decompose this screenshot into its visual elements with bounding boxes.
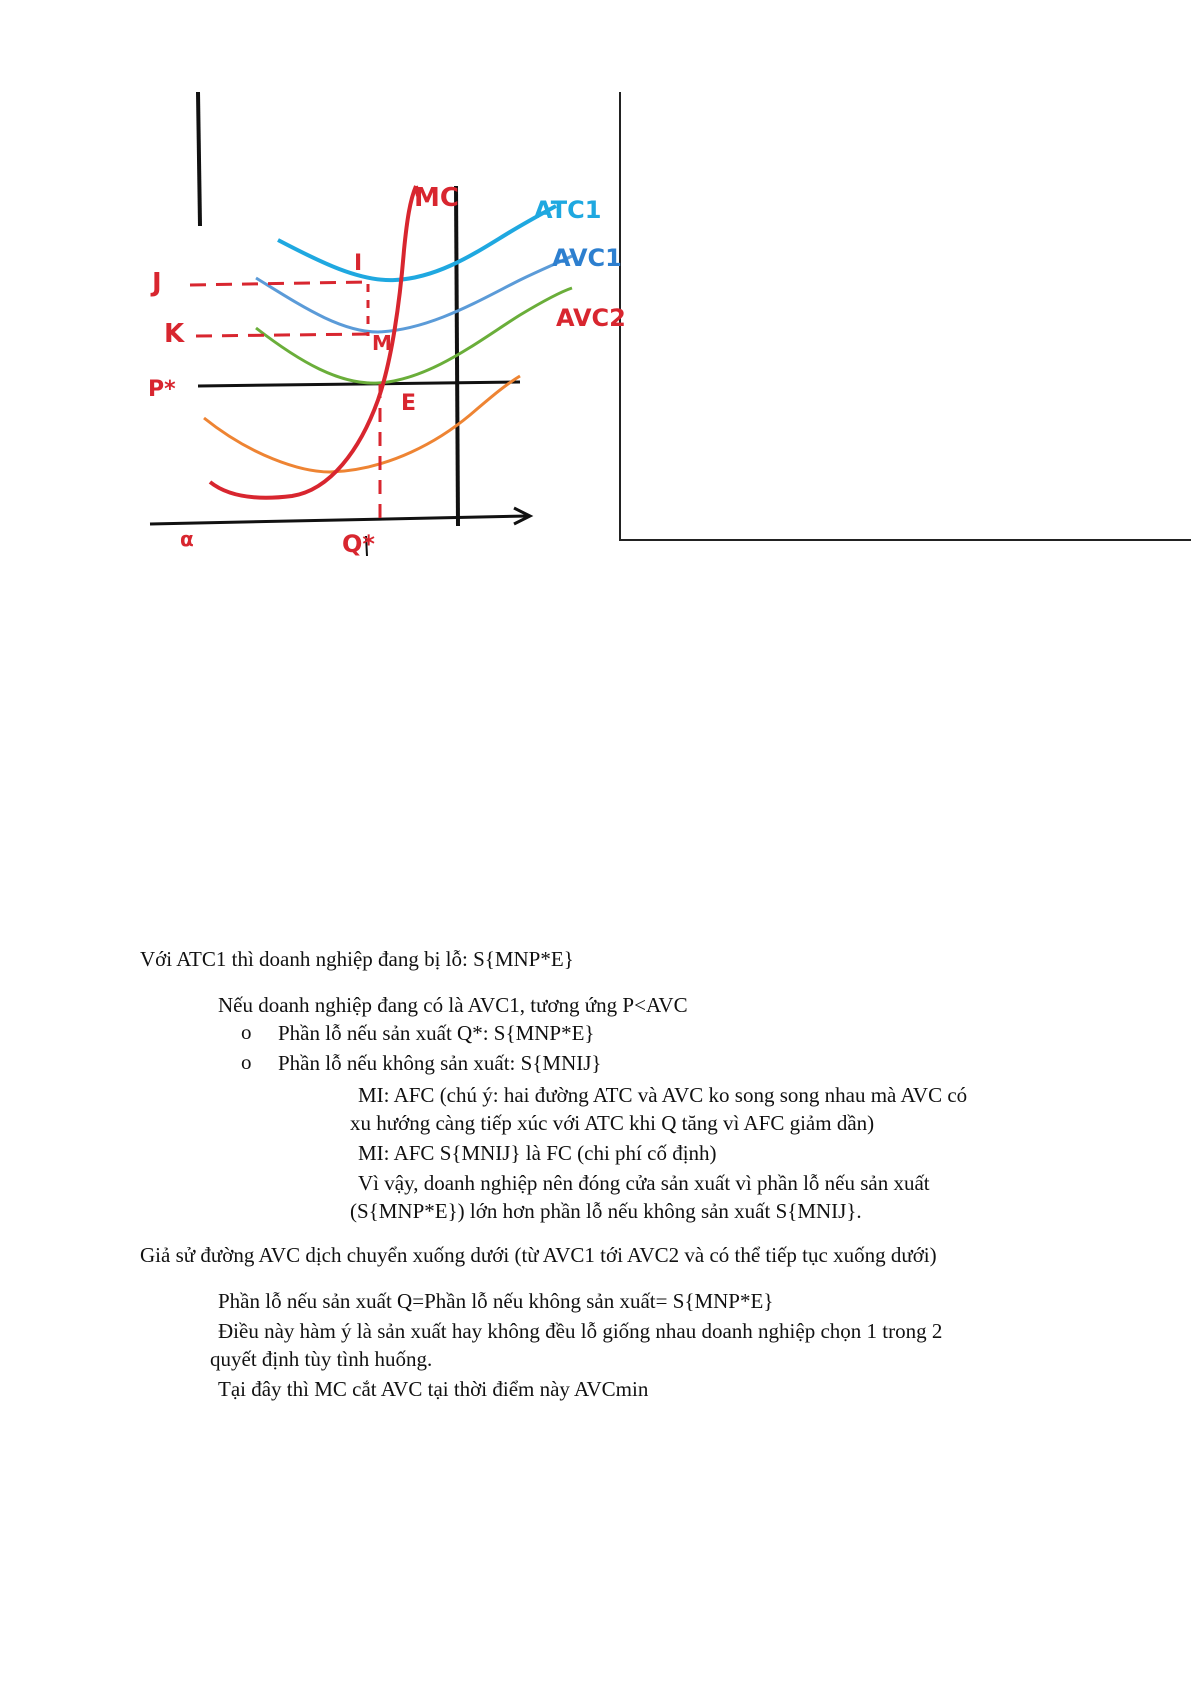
cost-curves-figure bbox=[0, 0, 1191, 560]
shift-paragraph: Giả sử đường AVC dịch chuyển xuống dưới (từ AVC1 tới AVC2 và có thể tiếp tục xuống dưới) bbox=[140, 1243, 937, 1267]
note-mnij-fc-pre: MI: AFC bbox=[358, 1141, 435, 1165]
k-dashed-line bbox=[196, 334, 372, 336]
j-dashed-line bbox=[190, 282, 368, 285]
intro-paragraph: Với ATC1 thì doanh nghiệp đang bị lỗ: S{MNP*E} bbox=[140, 947, 574, 971]
bullet-mc-avc-pre: Tại đây thì MC cắt AVC bbox=[218, 1377, 423, 1401]
circle-bullet-icon: o bbox=[241, 1020, 252, 1044]
avc1-label: AVC1 bbox=[552, 244, 622, 272]
bullet-indifferent bbox=[218, 1318, 942, 1346]
extra-cost-curve bbox=[204, 376, 520, 472]
i-label: I bbox=[354, 251, 363, 276]
sub-bullet-produce-loss: Phần lỗ nếu sản xuất Q*: S{MNP*E} bbox=[278, 1021, 595, 1045]
bullet-avc1: Nếu doanh nghiệp đang có là AVC1, tương ứng P<AVC bbox=[218, 993, 688, 1017]
m-label: M bbox=[372, 331, 392, 355]
k-label: K bbox=[164, 319, 185, 349]
mc-label: MC bbox=[414, 183, 459, 213]
figure-frame bbox=[620, 92, 1191, 540]
sub-bullet-no-produce-loss: Phần lỗ nếu không sản xuất: S{MNIJ} bbox=[278, 1051, 602, 1075]
note-mnij-fc-post: S{MNIJ} là FC (chi phí cố định) bbox=[439, 1141, 717, 1165]
bullet-mc-avc bbox=[218, 1376, 648, 1404]
note-mi-afc-cont: xu hướng càng tiếp xúc với ATC khi Q tăng vì AFC giảm dần) bbox=[350, 1111, 875, 1135]
atc1-label: ATC1 bbox=[534, 196, 602, 224]
avc1-curve bbox=[256, 256, 572, 332]
bullet-equal-loss: Phần lỗ nếu sản xuất Q=Phần lỗ nếu không sản xuất= S{MNP*E} bbox=[218, 1289, 774, 1313]
e-label: E bbox=[401, 391, 417, 416]
avc2-label: AVC2 bbox=[556, 304, 626, 332]
x-axis-line bbox=[150, 516, 528, 524]
note-mi-afc: MI: AFC (chú ý: hai đường ATC và AVC ko song song nhau mà AVC có bbox=[358, 1083, 968, 1107]
atc1-curve bbox=[278, 206, 556, 280]
origin-label: α bbox=[180, 527, 194, 551]
circle-bullet-icon: o bbox=[241, 1050, 252, 1074]
bullet-indifferent-pre: Điều này hàm ý là sản xuất hay không đều lỗ giống nhau bbox=[218, 1319, 697, 1343]
bullet-mc-avc-post: tại thời điểm này AVCmin bbox=[427, 1377, 649, 1401]
y-axis-line bbox=[198, 92, 200, 226]
q-star-label: Q* bbox=[342, 530, 375, 558]
note-shutdown-cont: (S{MNP*E}) lớn hơn phần lỗ nếu không sản xuất S{MNIJ}. bbox=[350, 1199, 862, 1223]
j-label: J bbox=[152, 268, 162, 298]
p-star-label: P* bbox=[148, 377, 176, 402]
bullet-indifferent-cont: quyết định tùy tình huống. bbox=[210, 1347, 433, 1371]
bullet-indifferent-post: doanh nghiệp chọn 1 trong 2 bbox=[701, 1319, 943, 1343]
note-mnij-fc bbox=[358, 1140, 717, 1168]
note-shutdown: Vì vậy, doanh nghiệp nên đóng cửa sản xuất vì phần lỗ nếu sản xuất bbox=[358, 1171, 930, 1195]
